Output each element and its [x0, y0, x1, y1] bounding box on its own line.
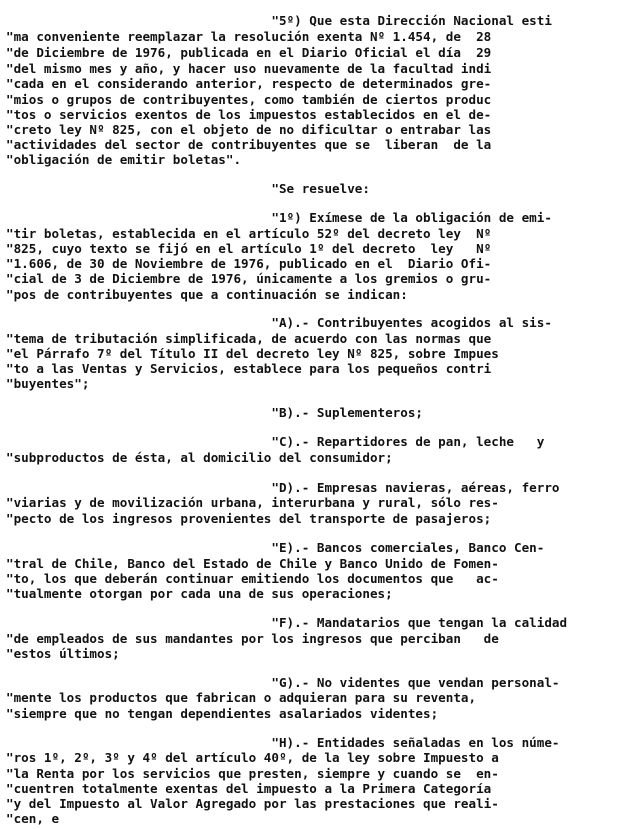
- text-line: "A).- Contribuyentes acogidos al sis-: [6, 315, 552, 330]
- text-line: "tir boletas, establecida en el artículo 52º del decreto ley Nº: [6, 226, 492, 241]
- text-line: "pecto de los ingresos provenientes del transporte de pasajeros;: [6, 511, 492, 526]
- text-line: "cial de 3 de Diciembre de 1976, únicamente a los gremios o gru-: [6, 271, 492, 286]
- text-line: "de empleados de sus mandantes por los ingresos que perciban de: [6, 631, 499, 646]
- text-line: "y del Impuesto al Valor Agregado por las prestaciones que reali-: [6, 796, 499, 811]
- text-line: "cada en el considerando anterior, respecto de determinados gre-: [6, 76, 492, 91]
- text-line: "cuentren totalmente exentas del impuesto a la Primera Categoría: [6, 781, 492, 796]
- text-line: "estos últimos;: [6, 646, 120, 661]
- text-line: "viarias y de movilización urbana, interurbana y rural, sólo res-: [6, 495, 499, 510]
- text-line: "ma conveniente reemplazar la resolución exenta Nº 1.454, de 28: [6, 29, 492, 44]
- text-line: "del mismo mes y año, y hacer uso nuevamente de la facultad indi: [6, 61, 492, 76]
- text-line: "D).- Empresas navieras, aéreas, ferro: [6, 480, 560, 495]
- text-line: "F).- Mandatarios que tengan la calidad: [6, 615, 568, 630]
- text-line: "el Párrafo 7º del Título II del decreto ley Nº 825, sobre Impues: [6, 346, 499, 361]
- text-line: "Se resuelve:: [6, 181, 370, 196]
- text-line: "ros 1º, 2º, 3º y 4º del artículo 40º, de la ley sobre Impuesto a: [6, 750, 499, 765]
- text-line: "obligación de emitir boletas".: [6, 152, 242, 167]
- text-line: "E).- Bancos comerciales, Banco Cen-: [6, 540, 545, 555]
- text-line: "pos de contribuyentes que a continuación se indican:: [6, 287, 408, 302]
- text-line: "mente los productos que fabrican o adquieran para su reventa,: [6, 690, 477, 705]
- text-line: "825, cuyo texto se fijó en el artículo 1º del decreto ley Nº: [6, 241, 492, 256]
- text-line: "tualmente otorgan por cada una de sus operaciones;: [6, 586, 393, 601]
- text-line: "mios o grupos de contribuyentes, como también de ciertos produc: [6, 92, 492, 107]
- text-line: "tema de tributación simplificada, de acuerdo con las normas que: [6, 331, 492, 346]
- text-line: "1.606, de 30 de Noviembre de 1976, publicado en el Diario Ofi-: [6, 256, 492, 271]
- text-line: "1º) Exímese de la obligación de emi-: [6, 210, 552, 225]
- text-line: "5º) Que esta Dirección Nacional esti: [6, 13, 552, 28]
- text-line: "B).- Suplementeros;: [6, 405, 424, 420]
- text-line: "subproductos de ésta, al domicilio del consumidor;: [6, 450, 393, 465]
- text-line: "H).- Entidades señaladas en los núme-: [6, 735, 560, 750]
- text-line: "de Diciembre de 1976, publicada en el Diario Oficial el día 29: [6, 45, 492, 60]
- text-line: "to, los que deberán continuar emitiendo los documentos que ac-: [6, 571, 499, 586]
- text-line: "la Renta por los servicios que presten, siempre y cuando se en-: [6, 766, 499, 781]
- text-line: "tral de Chile, Banco del Estado de Chile y Banco Unido de Fomen-: [6, 556, 499, 571]
- text-line: "creto ley Nº 825, con el objeto de no dificultar o entrabar las: [6, 122, 492, 137]
- text-line: "to a las Ventas y Servicios, establece para los pequeños contri: [6, 361, 492, 376]
- text-line: "buyentes";: [6, 376, 90, 391]
- text-line: "cen, e: [6, 811, 60, 826]
- text-line: "tos o servicios exentos de los impuestos establecidos en el de-: [6, 107, 492, 122]
- text-line: "G).- No videntes que vendan personal-: [6, 675, 560, 690]
- text-line: "actividades del sector de contribuyentes que se liberan de la: [6, 137, 492, 152]
- text-line: "siempre que no tengan dependientes asalariados videntes;: [6, 706, 439, 721]
- text-line: "C).- Repartidores de pan, leche y: [6, 434, 545, 449]
